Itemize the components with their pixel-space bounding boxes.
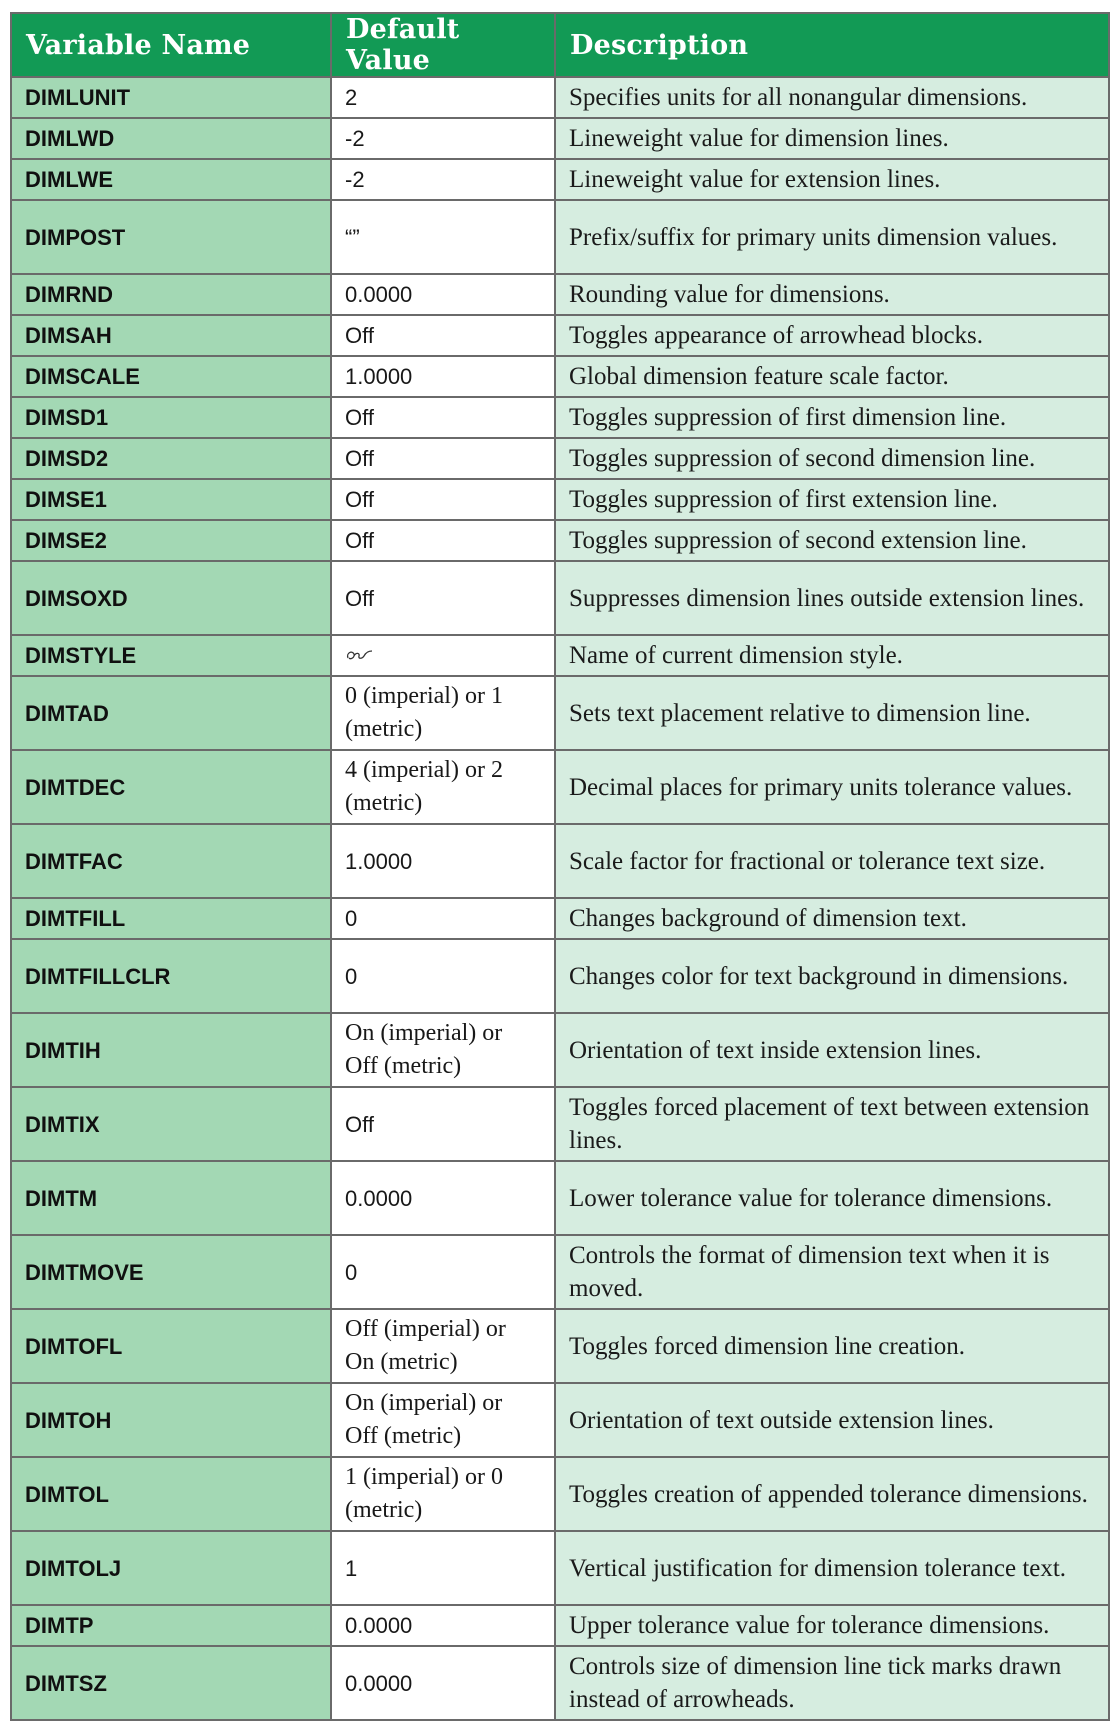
description-cell: Changes color for text background in dimensions. bbox=[555, 939, 1109, 1013]
variable-name-cell: DIMTFILL bbox=[11, 898, 331, 939]
table-row bbox=[11, 1457, 1109, 1531]
table-row bbox=[11, 1013, 1109, 1087]
default-value-cell: 1 (imperial) or 0 (metric) bbox=[331, 1457, 555, 1531]
table-row bbox=[11, 397, 1109, 438]
description-cell: Orientation of text inside extension lines. bbox=[555, 1013, 1109, 1087]
description-cell: Controls the format of dimension text when it is moved. bbox=[555, 1235, 1109, 1309]
variable-name-cell: DIMLWE bbox=[11, 159, 331, 200]
table-row bbox=[11, 898, 1109, 939]
description-cell: Sets text placement relative to dimension line. bbox=[555, 676, 1109, 750]
default-value-cell: 1 bbox=[331, 1531, 555, 1605]
table-row bbox=[11, 1309, 1109, 1383]
default-value-cell: 0.0000 bbox=[331, 1646, 555, 1720]
description-cell: Lineweight value for dimension lines. bbox=[555, 118, 1109, 159]
table-header-row bbox=[11, 13, 1109, 77]
table-row bbox=[11, 1646, 1109, 1720]
table-row bbox=[11, 635, 1109, 676]
table-row bbox=[11, 676, 1109, 750]
description-cell: Lineweight value for extension lines. bbox=[555, 159, 1109, 200]
default-value-cell bbox=[331, 635, 555, 676]
description-cell: Suppresses dimension lines outside extension lines. bbox=[555, 561, 1109, 635]
header-description: Description bbox=[555, 13, 1109, 77]
standard-style-glyph-icon bbox=[345, 644, 375, 669]
default-value-cell: On (imperial) or Off (metric) bbox=[331, 1013, 555, 1087]
description-cell: Rounding value for dimensions. bbox=[555, 274, 1109, 315]
default-value-cell: Off bbox=[331, 1087, 555, 1161]
description-cell: Toggles forced dimension line creation. bbox=[555, 1309, 1109, 1383]
variable-name-cell: DIMLUNIT bbox=[11, 77, 331, 118]
description-cell: Prefix/suffix for primary units dimension values. bbox=[555, 200, 1109, 274]
variable-name-cell: DIMTOLJ bbox=[11, 1531, 331, 1605]
variable-name-cell: DIMSOXD bbox=[11, 561, 331, 635]
description-cell: Toggles forced placement of text between extension lines. bbox=[555, 1087, 1109, 1161]
default-value-cell: On (imperial) or Off (metric) bbox=[331, 1383, 555, 1457]
default-value-cell: Off bbox=[331, 561, 555, 635]
description-cell: Toggles suppression of second dimension line. bbox=[555, 438, 1109, 479]
table-row bbox=[11, 1605, 1109, 1646]
variable-name-cell: DIMTIX bbox=[11, 1087, 331, 1161]
variable-name-cell: DIMTIH bbox=[11, 1013, 331, 1087]
variable-name-cell: DIMTFILLCLR bbox=[11, 939, 331, 1013]
description-cell: Toggles suppression of second extension line. bbox=[555, 520, 1109, 561]
table-row bbox=[11, 118, 1109, 159]
default-value-cell: 4 (imperial) or 2 (metric) bbox=[331, 750, 555, 824]
description-cell: Toggles appearance of arrowhead blocks. bbox=[555, 315, 1109, 356]
variable-name-cell: DIMTDEC bbox=[11, 750, 331, 824]
table-row bbox=[11, 1087, 1109, 1161]
default-value-cell: 0.0000 bbox=[331, 1605, 555, 1646]
variable-name-cell: DIMTOFL bbox=[11, 1309, 331, 1383]
table-row bbox=[11, 479, 1109, 520]
table-row bbox=[11, 274, 1109, 315]
variable-name-cell: DIMSD1 bbox=[11, 397, 331, 438]
variable-name-cell: DIMTSZ bbox=[11, 1646, 331, 1720]
variable-name-cell: DIMTP bbox=[11, 1605, 331, 1646]
table-row bbox=[11, 77, 1109, 118]
table-row bbox=[11, 200, 1109, 274]
description-cell: Specifies units for all nonangular dimensions. bbox=[555, 77, 1109, 118]
variable-name-cell: DIMSD2 bbox=[11, 438, 331, 479]
variable-name-cell: DIMRND bbox=[11, 274, 331, 315]
table-row bbox=[11, 356, 1109, 397]
description-cell: Name of current dimension style. bbox=[555, 635, 1109, 676]
default-value-cell: 0 (imperial) or 1 (metric) bbox=[331, 676, 555, 750]
table-row bbox=[11, 1531, 1109, 1605]
table-row bbox=[11, 824, 1109, 898]
variable-name-cell: DIMSTYLE bbox=[11, 635, 331, 676]
variable-name-cell: DIMSE2 bbox=[11, 520, 331, 561]
variable-name-cell: DIMTFAC bbox=[11, 824, 331, 898]
variable-name-cell: DIMSCALE bbox=[11, 356, 331, 397]
system-variables-table bbox=[10, 12, 1110, 1721]
description-cell: Decimal places for primary units tolerance values. bbox=[555, 750, 1109, 824]
default-value-cell: “” bbox=[331, 200, 555, 274]
description-cell: Lower tolerance value for tolerance dimensions. bbox=[555, 1161, 1109, 1235]
default-value-cell: Off bbox=[331, 520, 555, 561]
default-value-cell: Off (imperial) or On (metric) bbox=[331, 1309, 555, 1383]
description-cell: Toggles creation of appended tolerance dimensions. bbox=[555, 1457, 1109, 1531]
default-value-cell: -2 bbox=[331, 159, 555, 200]
table-row bbox=[11, 1235, 1109, 1309]
variable-name-cell: DIMLWD bbox=[11, 118, 331, 159]
variable-name-cell: DIMTOL bbox=[11, 1457, 331, 1531]
table-row bbox=[11, 1383, 1109, 1457]
header-default-value: Default Value bbox=[331, 13, 555, 77]
variable-name-cell: DIMSAH bbox=[11, 315, 331, 356]
default-value-cell: Off bbox=[331, 438, 555, 479]
variable-name-cell: DIMTAD bbox=[11, 676, 331, 750]
default-value-cell: Off bbox=[331, 479, 555, 520]
description-cell: Upper tolerance value for tolerance dimensions. bbox=[555, 1605, 1109, 1646]
variable-name-cell: DIMTM bbox=[11, 1161, 331, 1235]
default-value-cell: Off bbox=[331, 315, 555, 356]
default-value-cell: 0.0000 bbox=[331, 1161, 555, 1235]
description-cell: Global dimension feature scale factor. bbox=[555, 356, 1109, 397]
default-value-cell: 2 bbox=[331, 77, 555, 118]
default-value-cell: 1.0000 bbox=[331, 824, 555, 898]
description-cell: Orientation of text outside extension lines. bbox=[555, 1383, 1109, 1457]
default-value-cell: 0 bbox=[331, 898, 555, 939]
default-value-cell: 0.0000 bbox=[331, 274, 555, 315]
description-cell: Toggles suppression of first dimension line. bbox=[555, 397, 1109, 438]
variable-name-cell: DIMSE1 bbox=[11, 479, 331, 520]
default-value-cell: Off bbox=[331, 397, 555, 438]
description-cell: Scale factor for fractional or tolerance text size. bbox=[555, 824, 1109, 898]
default-value-cell: 1.0000 bbox=[331, 356, 555, 397]
default-value-cell: 0 bbox=[331, 1235, 555, 1309]
variable-name-cell: DIMTOH bbox=[11, 1383, 331, 1457]
table-row bbox=[11, 520, 1109, 561]
table-row bbox=[11, 1161, 1109, 1235]
table-row bbox=[11, 750, 1109, 824]
table-row bbox=[11, 939, 1109, 1013]
description-cell: Changes background of dimension text. bbox=[555, 898, 1109, 939]
variable-name-cell: DIMPOST bbox=[11, 200, 331, 274]
default-value-cell: -2 bbox=[331, 118, 555, 159]
table-row bbox=[11, 159, 1109, 200]
table-row bbox=[11, 438, 1109, 479]
description-cell: Vertical justification for dimension tolerance text. bbox=[555, 1531, 1109, 1605]
header-variable-name: Variable Name bbox=[11, 13, 331, 77]
table-row bbox=[11, 561, 1109, 635]
variable-name-cell: DIMTMOVE bbox=[11, 1235, 331, 1309]
description-cell: Toggles suppression of first extension line. bbox=[555, 479, 1109, 520]
table-body bbox=[11, 77, 1109, 1720]
default-value-cell: 0 bbox=[331, 939, 555, 1013]
table-row bbox=[11, 315, 1109, 356]
description-cell: Controls size of dimension line tick marks drawn instead of arrowheads. bbox=[555, 1646, 1109, 1720]
